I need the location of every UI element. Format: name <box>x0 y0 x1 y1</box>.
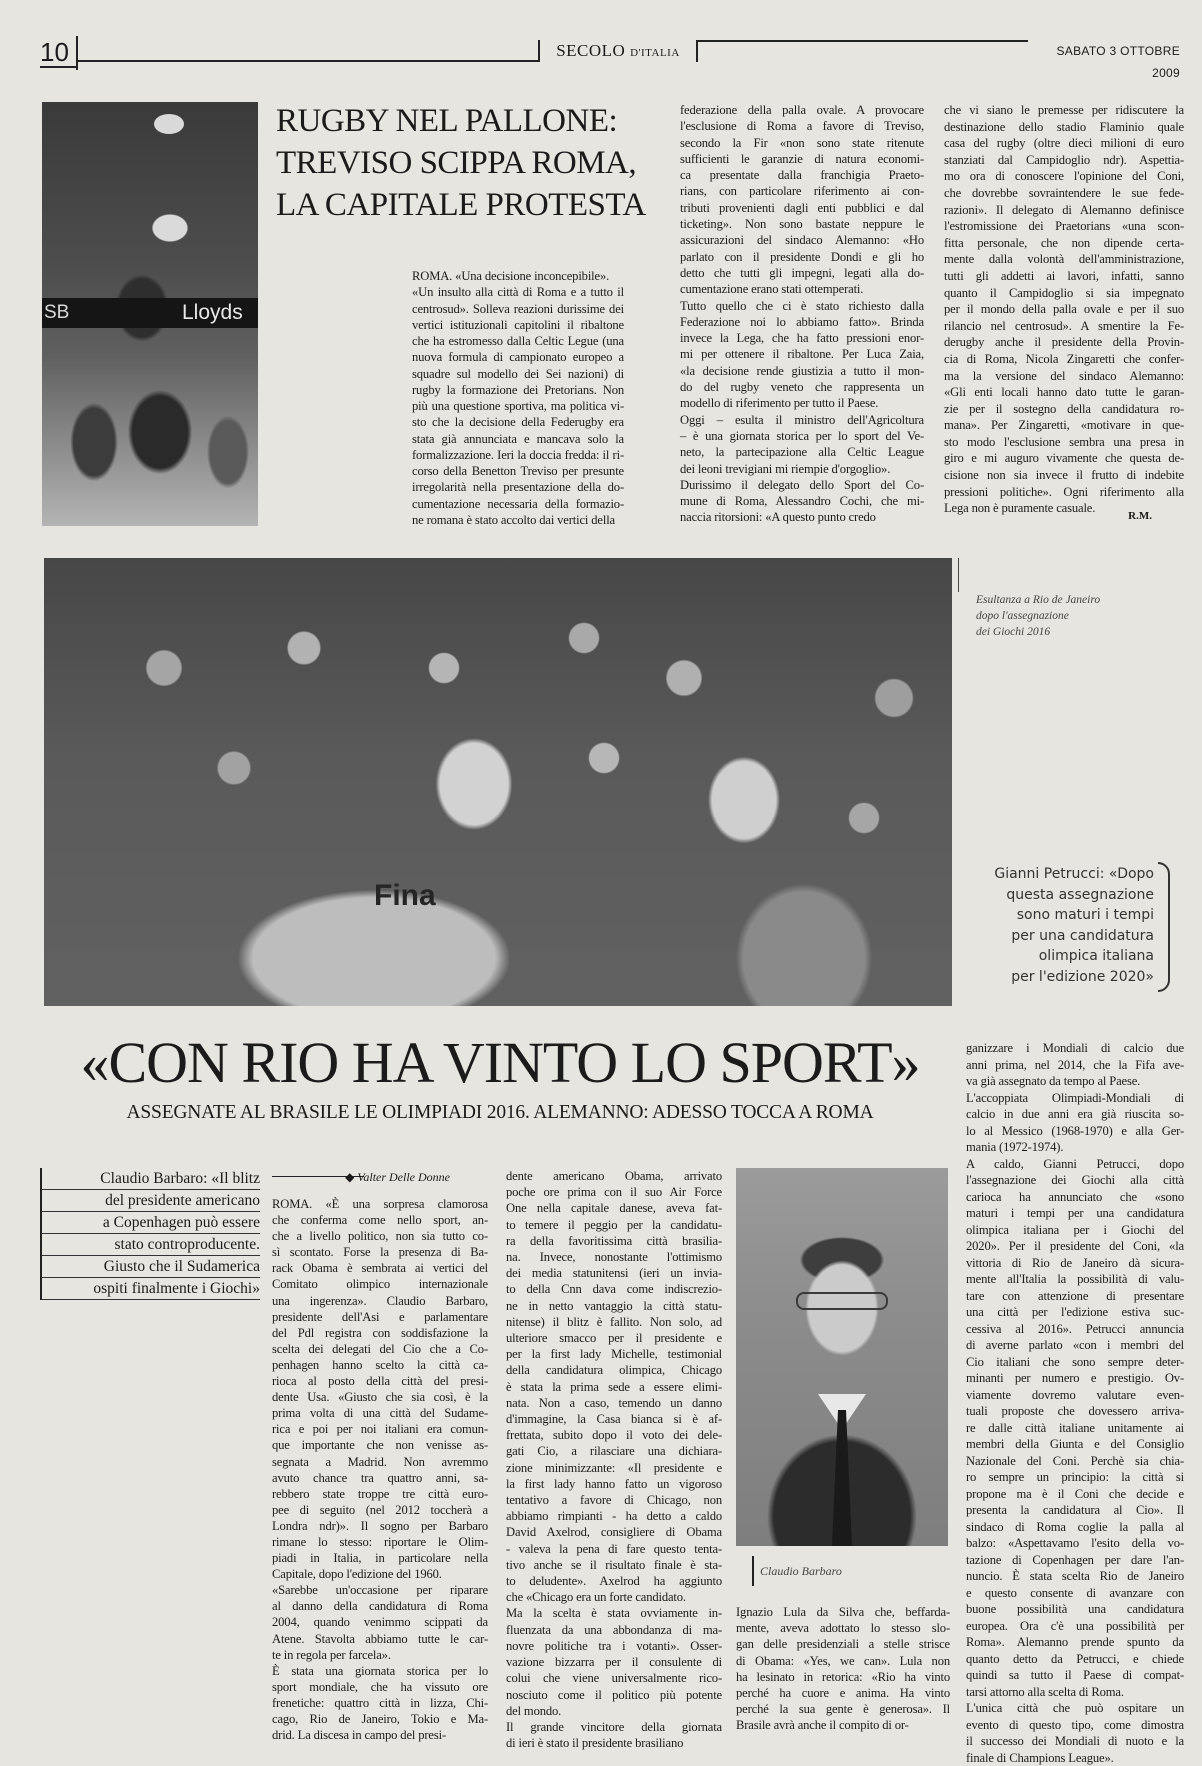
header-rule-right <box>698 40 1028 42</box>
text-line: Ignazio Lula da Silva che, beffarda- <box>736 1604 950 1620</box>
petrucci-pull-quote <box>970 864 1154 988</box>
text-line: presidente dell'Asi e parlamentare <box>272 1309 488 1325</box>
text-line: lo al Messico (1968-1970) e alla Ger- <box>966 1123 1184 1140</box>
text-line: federazione della palla ovale. A provocare <box>680 102 924 118</box>
caption-line: dopo l'assegnazione <box>976 608 1166 624</box>
text-line: Cio italiani che sono sempre deter- <box>966 1354 1184 1371</box>
caption-line: dei Giochi 2016 <box>976 624 1166 640</box>
main-column-4 <box>966 1040 1184 1744</box>
side-quote-line: Giusto che il Sudamerica <box>42 1256 260 1278</box>
text-line: mente, aveva adottato lo stesso slo- <box>736 1620 950 1636</box>
text-line: tuali proposte che dovessero arriva- <box>966 1403 1184 1420</box>
pull-quote-line: olimpica italiana <box>970 946 1154 967</box>
text-line: 2020». Per il presidente del Coni, «la <box>966 1238 1184 1255</box>
text-line: mania (1972-1974). <box>966 1139 1184 1156</box>
text-line: propone ma è il Coni che decide e <box>966 1486 1184 1503</box>
text-line: penhagen hanno scelto la città ca- <box>272 1357 488 1373</box>
text-line: mune di Roma, Alessandro Cochi, che mi- <box>680 493 924 509</box>
text-line: David Axelrod, consigliere di Obama <box>506 1524 722 1540</box>
pull-quote-brace <box>1158 862 1170 992</box>
text-line: ticketing». Non sono bastate neppure le <box>680 216 924 232</box>
text-line: squadre sul modello dei Sei nazioni) di <box>412 366 624 382</box>
text-line: È stata una giornata storica per lo <box>272 1663 488 1679</box>
barbaro-portrait-photo <box>736 1168 948 1546</box>
text-line: neto, la partecipazione alla Celtic League <box>680 444 924 460</box>
text-line: destinazione dello stadio Flaminio quale <box>944 119 1184 136</box>
side-quote-line: a Copenhagen può essere <box>42 1212 260 1234</box>
pull-quote-line: Gianni Petrucci: «Dopo <box>970 864 1154 885</box>
text-line: L'unica città che può ospitare un <box>966 1700 1184 1717</box>
text-line: «la decisione rende giustizia a tutto il mon- <box>680 363 924 379</box>
text-line: Ma la scelta è stata ovviamente in- <box>506 1605 722 1621</box>
text-line: è stata la prima sede a essere elimi- <box>506 1379 722 1395</box>
text-line: quanto il Campidoglio si sia impegnato <box>944 285 1184 302</box>
text-line: do del rugby veneto che rappresenta un <box>680 379 924 395</box>
crowd-photo-caption <box>976 592 1166 640</box>
caption-rule <box>752 1556 754 1586</box>
text-line: giro e mi auguro vivamente che questa de- <box>944 450 1184 467</box>
newspaper-name <box>538 40 698 62</box>
text-line: invece la Lega, che ha fatto pressioni enor- <box>680 330 924 346</box>
main-column-2 <box>506 1168 722 1744</box>
text-line: to temere il peggio per la candidatu- <box>506 1217 722 1233</box>
text-line: «Un insulto alla città di Roma e a tutto il <box>412 284 624 300</box>
text-line: della candidatura olimpica, Chicago <box>506 1362 722 1378</box>
text-line: anni prima, nel 2014, che la Fifa ave- <box>966 1057 1184 1074</box>
text-line: fluenzata da una abbondanza di ma- <box>506 1622 722 1638</box>
text-line: ca presentate dalla franchigia Praeto- <box>680 167 924 183</box>
text-line: al danno della candidatura di Roma <box>272 1598 488 1614</box>
text-line: na. Invece, nonostante l'ottimismo <box>506 1249 722 1265</box>
text-line: pee di seguito (nel 2012 toccherà a <box>272 1502 488 1518</box>
text-line: nata. Non a caso, temendo un danno <box>506 1395 722 1411</box>
header-rule <box>78 60 538 62</box>
text-line: dente americano Obama, arrivato <box>506 1168 722 1184</box>
pull-quote-line: sono maturi i tempi <box>970 905 1154 926</box>
text-line: che dovrebbe sovraintendere le sue fede- <box>944 185 1184 202</box>
text-line: – è una giornata storica per lo sport del Ve- <box>680 428 924 444</box>
rugby-headline-line: RUGBY NEL PALLONE: <box>276 100 656 142</box>
text-line: che conferma come nello sport, an- <box>272 1212 488 1228</box>
text-line: d'immagine, la Casa bianca si è af- <box>506 1411 722 1427</box>
rugby-column-3 <box>944 102 1184 502</box>
text-line: dente Usa. «Giusto che sia così, è la <box>272 1389 488 1405</box>
rio-crowd-photo <box>44 558 952 1006</box>
text-line: finale di Champions League». <box>966 1750 1184 1766</box>
text-line: formalizzazione. Ieri la doccia fredda: il ri- <box>412 447 624 463</box>
glasses <box>796 1292 888 1310</box>
text-line: mo ora di conoscere l'opinione del Coni, <box>944 168 1184 185</box>
pull-quote-line: per l'edizione 2020» <box>970 967 1154 988</box>
text-line: to della Cnn dava come indiscrezio- <box>506 1281 722 1297</box>
text-line: zione minimizzante: «Il presidente e <box>506 1460 722 1476</box>
text-line: sto modo l'esclusione sembra una presa in <box>944 434 1184 451</box>
text-line: Lega non è puramente casuale. <box>944 500 1184 517</box>
advert-text-sb: SB <box>44 300 70 326</box>
text-line: Brasile avrà anche il compito di or- <box>736 1717 950 1733</box>
text-line: evento di questo tipo, come dimostra <box>966 1717 1184 1734</box>
text-line: Oggi – esulta il ministro dell'Agricoltura <box>680 412 924 428</box>
advert-text-lloyds: Lloyds <box>182 300 258 326</box>
text-line: vertici istituzionali capitolini il ribaltone <box>412 317 624 333</box>
text-line: del Pdl registra con soddisfazione la <box>272 1325 488 1341</box>
pull-quote-line: questa assegnazione <box>970 885 1154 906</box>
text-line: perché ha cuore e anima. Ha vinto <box>736 1685 950 1701</box>
text-line: Roma». Alemanno prende spunto da <box>966 1634 1184 1651</box>
text-line: abbiamo rimpianti - ha detto a caldo <box>506 1508 722 1524</box>
text-line: rica e poi per noi italiani era comun- <box>272 1421 488 1437</box>
text-line: più una questione sportiva, ma politica vi- <box>412 398 624 414</box>
text-line: per la first lady Michelle, testimonial <box>506 1346 722 1362</box>
text-line: membri della Giunta e del Consiglio <box>966 1436 1184 1453</box>
text-line: che vi siano le premesse per ridiscutere la <box>944 102 1184 119</box>
text-line: ulteriore smacco per il presidente e <box>506 1330 722 1346</box>
text-line: rians, con particolare riferimento ai con- <box>680 183 924 199</box>
pull-quote-line: per una candidatura <box>970 926 1154 947</box>
text-line: cumentazione necessaria della formazio- <box>412 496 624 512</box>
text-line: tarsi attorno alla scelta di Roma. <box>966 1684 1184 1701</box>
text-line: tutti gli addetti ai lavori, infatti, sanno <box>944 268 1184 285</box>
text-line: casa del rugby (oltre dieci milioni di euro <box>944 135 1184 152</box>
rugby-headline-line: LA CAPITALE PROTESTA <box>276 184 656 226</box>
text-line: ro sempre un principio: la città si <box>966 1469 1184 1486</box>
text-line: gan delle presidenziali a stelle strisce <box>736 1636 950 1652</box>
text-line: stata già annunciata e mancava solo la <box>412 431 624 447</box>
text-line: che ha estromesso dalla Celtic Legue (una <box>412 333 624 349</box>
text-line: corso della Benetton Treviso per presunte <box>412 463 624 479</box>
text-line: tivo anche se il risultato finale è sta- <box>506 1557 722 1573</box>
text-line: perché la sua gente è generosa». Il <box>736 1701 950 1717</box>
text-line: fitta personale, che non dipende certa- <box>944 235 1184 252</box>
text-line: modello di riferimento per tutto il Paese. <box>680 395 924 411</box>
side-quote-line: ospiti finalmente i Giochi» <box>42 1278 260 1300</box>
rugby-headline <box>276 100 656 226</box>
text-line: una città per l'edizione estiva suc- <box>966 1304 1184 1321</box>
text-line: to deludente». Axelrod ha aggiunto <box>506 1573 722 1589</box>
text-line: di Obama: «Yes, we can». Lula non <box>736 1653 950 1669</box>
text-line: carioca ha annunciato che «sono <box>966 1189 1184 1206</box>
text-line: ne romana è stato accolto dai vertici della <box>412 512 624 528</box>
text-line: L'accoppiata Olimpiadi-Mondiali di <box>966 1090 1184 1107</box>
main-column-3 <box>736 1604 950 1744</box>
text-line: colui che viene universalmente rico- <box>506 1670 722 1686</box>
text-line: prima volta di una città del Sudame- <box>272 1405 488 1421</box>
text-line: cia di Roma, Nicola Zingaretti che confer- <box>944 351 1184 368</box>
text-line: Atene. Stavolta abbiamo tutte le car- <box>272 1631 488 1647</box>
text-line: zie per il sostegno della candidatura ro- <box>944 401 1184 418</box>
text-line: te in regola per farcela». <box>272 1647 488 1663</box>
text-line: viamente dovremo valutare even- <box>966 1387 1184 1404</box>
text-line: di ieri è stato il presidente brasiliano <box>506 1735 722 1751</box>
text-line: detto che tutti gli impegni, legati alla do- <box>680 265 924 281</box>
text-line: cumentazione erano stati ottemperati. <box>680 281 924 297</box>
text-line: ha lesinato in retorica: «Rio ha vinto <box>736 1669 950 1685</box>
text-line: secondo la Fir «non sono state ritenute <box>680 135 924 151</box>
text-line: assicurazioni del sindaco Alemanno: «Ho <box>680 232 924 248</box>
text-line: dei media statunitensi (ieri un invia- <box>506 1265 722 1281</box>
text-line: drid. La discesa in campo del presi- <box>272 1727 488 1743</box>
text-line: mi per ottenere il ribaltone. Per Luca Zaia, <box>680 346 924 362</box>
text-line: vazione bizzarra per il consulente di <box>506 1654 722 1670</box>
page-number: 10 <box>40 36 76 68</box>
text-line: Londra ndr)». Il sogno per Barbaro <box>272 1518 488 1534</box>
text-line: que importante che non venisse as- <box>272 1437 488 1453</box>
shirt-lettering: Fina <box>374 876 462 916</box>
text-line: One nella capitale danese, aveva fat- <box>506 1200 722 1216</box>
text-line: ma la versione del sindaco Alemanno: <box>944 368 1184 385</box>
text-line: cago, Rio de Janeiro, Tokio e Ma- <box>272 1711 488 1727</box>
text-line: «Sarebbe un'occasione per riparare <box>272 1582 488 1598</box>
text-line: che «Chicago era un forte candidato. <box>506 1589 722 1605</box>
text-line: mente all'Italia la possibilità di valu- <box>966 1271 1184 1288</box>
text-line: sport mondiale, che ha vissuto ore <box>272 1679 488 1695</box>
main-headline: «CON RIO HA VINTO LO SPORT» <box>40 1028 960 1098</box>
text-line: maturi i tempi per una candidatura <box>966 1205 1184 1222</box>
byline: ◆ Valter Delle Donne <box>272 1168 450 1186</box>
necktie <box>832 1410 852 1546</box>
header-rule-left <box>76 36 78 70</box>
text-line: re dalle città italiane unitamente ai <box>966 1420 1184 1437</box>
text-line: derugby anche il presidente della Provin- <box>944 334 1184 351</box>
text-line: avuto chance tra quattro anni, sa- <box>272 1470 488 1486</box>
text-line: novre politiche tra i votanti». Osser- <box>506 1638 722 1654</box>
text-line: poche ore prima con il suo Air Force <box>506 1184 722 1200</box>
text-line: Tutto quello che ci è stato richiesto dalla <box>680 298 924 314</box>
text-line: ROMA. «Una decisione inconcepibile». <box>412 268 624 284</box>
newspaper-title-suffix: D'ITALIA <box>630 47 680 59</box>
text-line: dei leoni trevigiani mi riempie d'orgoglio». <box>680 461 924 477</box>
side-quote-line: Claudio Barbaro: «Il blitz <box>42 1168 260 1190</box>
text-line: ne in netto vantaggio la città statu- <box>506 1298 722 1314</box>
text-line: rimane lo stesso: riportare le Olim- <box>272 1534 488 1550</box>
rugby-column-1 <box>412 268 624 528</box>
text-line: mana». Per Zingaretti, «motivare in que- <box>944 417 1184 434</box>
text-line: parlato con il presidente Dondi e gli ho <box>680 249 924 265</box>
text-line: cisione non sia invece il frutto di indebite <box>944 467 1184 484</box>
text-line: frettata, subito dopo il voto dei dele- <box>506 1427 722 1443</box>
text-line: - valeva la pena di fare questo tenta- <box>506 1541 722 1557</box>
text-line: il successo dei Mondiali di nuoto e la <box>966 1733 1184 1750</box>
text-line: l'estromissione dei Praetorians «una scon- <box>944 218 1184 235</box>
text-line: mente dalla volontà dell'amministrazione, <box>944 251 1184 268</box>
text-line: rilancio nel centrosud». A smentire la Fe- <box>944 318 1184 335</box>
text-line: A caldo, Gianni Petrucci, dopo <box>966 1156 1184 1173</box>
caption-rule <box>958 558 959 592</box>
text-line: naccia ritorsioni: «A questo punto credo <box>680 509 924 525</box>
rugby-headline-line: TREVISO SCIPPA ROMA, <box>276 142 656 184</box>
barbaro-side-quote <box>42 1168 260 1304</box>
text-line: presenta la candidatura al Cio». Il <box>966 1502 1184 1519</box>
rugby-lineout-photo <box>42 102 258 526</box>
text-line: per il mondo della palla ovale e per il suo <box>944 301 1184 318</box>
side-quote-line: stato controproducente. <box>42 1234 260 1256</box>
text-line: va già assegnato da tempo al Paese. <box>966 1073 1184 1090</box>
text-line: Capitale, dopo l'edizione del 1960. <box>272 1566 488 1582</box>
text-line: sindaco di Roma coglie la palla al <box>966 1519 1184 1536</box>
rugby-signature: R.M. <box>1092 508 1152 524</box>
text-line: nitense) il blitz è fallito. Non solo, ad <box>506 1314 722 1330</box>
text-line: Comitato olimpico internazionale <box>272 1276 488 1292</box>
text-line: pressioni politiche». Ogni riferimento alla <box>944 484 1184 501</box>
text-line: la first lady hanno fatto un vigoroso <box>506 1476 722 1492</box>
text-line: olimpica italiana per i Giochi del <box>966 1222 1184 1239</box>
text-line: Nazionale del Coni. Perchè sia chia- <box>966 1453 1184 1470</box>
text-line: piadi in Italia, in particolare nella <box>272 1550 488 1566</box>
text-line: centrosud». Solleva reazioni durissime dei <box>412 301 624 317</box>
side-quote-line: del presidente americano <box>42 1190 260 1212</box>
text-line: Il grande vincitore della giornata <box>506 1719 722 1735</box>
text-line: calcio in due anni era già riuscita so- <box>966 1106 1184 1123</box>
caption-line: Esultanza a Rio de Janeiro <box>976 592 1166 608</box>
main-column-1 <box>272 1196 488 1744</box>
text-line: nosciuto come il politico più potente <box>506 1687 722 1703</box>
text-line: rebbero state troppe tre città euro- <box>272 1486 488 1502</box>
text-line: sì scontato. Forse la presenza di Ba- <box>272 1244 488 1260</box>
rugby-column-2 <box>680 102 924 526</box>
text-line: l'esclusione di Roma a favore di Treviso, <box>680 118 924 134</box>
text-line: rack Obama è sembrata ai vertici del <box>272 1260 488 1276</box>
text-line: l'assegnazione dei Giochi alla città <box>966 1172 1184 1189</box>
text-line: che a livello politico, non sia tutto co- <box>272 1228 488 1244</box>
text-line: nuova formula di campionato europeo a <box>412 349 624 365</box>
text-line: cessiva al 2016». Petrucci annuncia <box>966 1321 1184 1338</box>
text-line: segnata a Madrid. Non avremmo <box>272 1454 488 1470</box>
issue-date: SABATO 3 OTTOBRE 2009 <box>1030 40 1180 62</box>
text-line: balzo: «Aspettavamo l'esito della vo- <box>966 1535 1184 1552</box>
text-line: nuncio. È stata scelta Rio de Janeiro <box>966 1568 1184 1585</box>
text-line: del mondo. <box>506 1703 722 1719</box>
text-line: tentativo a favore di Chicago, non <box>506 1492 722 1508</box>
text-line: sufficienti le garanzie di natura economi- <box>680 151 924 167</box>
text-line: stanziati dal Campidoglio ndr). Aspettia- <box>944 152 1184 169</box>
text-line: sto che la decisione della Federugby era <box>412 414 624 430</box>
text-line: quindi sa tutto il Paese di compat- <box>966 1667 1184 1684</box>
text-line: vittoria di Rio de Janeiro dà sicura- <box>966 1255 1184 1272</box>
newspaper-title: SECOLO <box>556 41 625 60</box>
text-line: quanto detto da Petrucci, e chiede <box>966 1651 1184 1668</box>
text-line: ROMA. «È una sorpresa clamorosa <box>272 1196 488 1212</box>
text-line: scelta dei delegati del Cio che a Co- <box>272 1341 488 1357</box>
main-subheadline: ASSEGNATE AL BRASILE LE OLIMPIADI 2016. ALEMANNO: ADESSO TOCCA A ROMA <box>40 1100 960 1126</box>
text-line: europea. Ora c'è una possibilità per <box>966 1618 1184 1635</box>
text-line: irregolarità nella presentazione della do- <box>412 479 624 495</box>
text-line: Federazione noi lo abbiamo fatto». Brinda <box>680 314 924 330</box>
text-line: buone possibilità una candidatura <box>966 1601 1184 1618</box>
text-line: tazione di Copenhagen per dare l'an- <box>966 1552 1184 1569</box>
rugby-ball <box>154 114 184 134</box>
text-line: gati Cio, a rilasciare una dichiara- <box>506 1443 722 1459</box>
text-line: 2004, quando venimmo scippati da <box>272 1614 488 1630</box>
text-line: ganizzare i Mondiali di calcio due <box>966 1040 1184 1057</box>
text-line: tare con attenzione di presentare <box>966 1288 1184 1305</box>
text-line: frenetiche: quattro città in lizza, Chi- <box>272 1695 488 1711</box>
barbaro-photo-caption: Claudio Barbaro <box>760 1562 930 1580</box>
text-line: rioca al posto della città del presi- <box>272 1373 488 1389</box>
text-line: rugby la formazione dei Pretorians. Non <box>412 382 624 398</box>
text-line: ra della favoritissima città brasilia- <box>506 1233 722 1249</box>
text-line: di averne parlato «con i membri del <box>966 1337 1184 1354</box>
text-line: Durissimo il delegato dello Sport del Co- <box>680 477 924 493</box>
text-line: «Gli enti locali hanno dato tutte le garan- <box>944 384 1184 401</box>
text-line: tributi provenienti dagli enti pubblici e dal <box>680 200 924 216</box>
text-line: razioni». Il delegato di Alemanno definisce <box>944 202 1184 219</box>
text-line: una ingerenza». Claudio Barbaro, <box>272 1293 488 1309</box>
text-line: minanti per numero e prestigio. Ov- <box>966 1370 1184 1387</box>
text-line: e questo consente di avanzare con <box>966 1585 1184 1602</box>
